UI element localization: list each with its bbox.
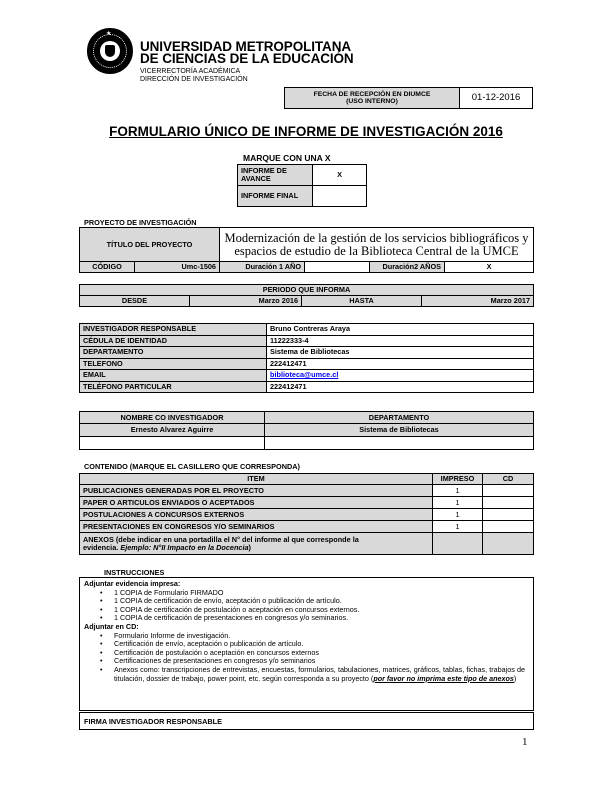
duracion2-value[interactable]: X: [445, 262, 534, 273]
anexos-label: ANEXOS (debe indicar en una portadilla el N° del informe al que corresponde la evidencia. Ejemplo: N°II Impacto en la Docencia): [80, 533, 433, 555]
coinvestigador-dept-header: DEPARTAMENTO: [265, 412, 534, 424]
investigador-field-label: EMAIL: [80, 370, 267, 382]
instruction-item: • 1 COPIA de certificación de presentaciones en congresos y/o seminarios.: [114, 614, 529, 623]
vicerrectoria-label: VICERRECTORÍA ACADÉMICA: [140, 68, 241, 75]
contenido-cd[interactable]: [483, 497, 534, 509]
codigo-value[interactable]: Umc-1506: [135, 262, 220, 273]
contenido-cd[interactable]: [483, 485, 534, 497]
periodo-heading: PERIODO QUE INFORMA: [80, 285, 534, 296]
contenido-table: [79, 473, 534, 555]
hasta-value[interactable]: Marzo 2017: [422, 296, 534, 307]
direccion-label: DIRECCIÓN DE INVESTIGACIÓN: [140, 76, 248, 83]
titulo-value[interactable]: Modernización de la gestión de los servicios bibliográficos y espacios de estudio de la Biblioteca Central de la UMCE: [220, 228, 534, 262]
duracion1-label: Duración 1 AÑO: [220, 262, 305, 273]
investigador-field-label: DEPARTAMENTO: [80, 347, 267, 359]
contenido-item: PAPER O ARTICULOS ENVIADOS O ACEPTADOS: [80, 497, 433, 509]
investigador-row: [80, 347, 534, 359]
duracion1-value[interactable]: [305, 262, 370, 273]
marque-heading: MARQUE CON UNA X: [243, 153, 331, 163]
item-header: ITEM: [80, 474, 433, 485]
form-title: FORMULARIO ÚNICO DE INFORME DE INVESTIGACIÓN 2016: [109, 124, 503, 139]
instruction-item: • Certificación de postulación o aceptación en concursos externos: [114, 649, 529, 658]
instruction-item: • Certificación de envío, aceptación o publicación de artículo.: [114, 640, 529, 649]
coinvestigador-name[interactable]: Ernesto Alvarez Aguirre: [80, 424, 265, 437]
contenido-row: [80, 485, 534, 497]
impreso-header: IMPRESO: [433, 474, 483, 485]
anexos-instruction: • Anexos como: transcripciones de entrevistas, encuestas, formularios, tabulaciones, matrices, gráficos, tablas, fichas, trabajos de titulación, dossier de trabajo, power point, etc. según corresponda a su proyecto (por favor no imprima este tipo de anexos): [114, 666, 529, 683]
instrucciones-heading: INSTRUCCIONES: [104, 568, 165, 577]
investigador-row: [80, 381, 534, 393]
informe-final-checkbox[interactable]: [313, 186, 367, 207]
desde-value[interactable]: Marzo 2016: [190, 296, 302, 307]
contenido-impreso[interactable]: 1: [433, 485, 483, 497]
informe-avance-checkbox[interactable]: X: [313, 165, 367, 186]
anexos-cd[interactable]: [483, 533, 534, 555]
informe-final-label: INFORME FINAL: [238, 186, 313, 207]
investigador-field-label: TELÉFONO PARTICULAR: [80, 381, 267, 393]
contenido-impreso[interactable]: 1: [433, 497, 483, 509]
investigador-field-value[interactable]: Bruno Contreras Araya: [267, 324, 534, 336]
contenido-cd[interactable]: [483, 521, 534, 533]
instruction-item: • 1 COPIA de certificación de envío, aceptación o publicación de artículo.: [114, 597, 529, 606]
investigador-row: [80, 324, 534, 336]
investigador-field-value[interactable]: 222412471: [267, 381, 534, 393]
hasta-label: HASTA: [302, 296, 422, 307]
contenido-row: [80, 521, 534, 533]
impresa-heading: Adjuntar evidencia impresa:: [84, 579, 181, 588]
coinvestigador-table: [79, 411, 534, 450]
instruction-item: • Certificaciones de presentaciones en congresos y/o seminarios: [114, 657, 529, 666]
coinvestigador-dept[interactable]: Sistema de Bibliotecas: [265, 424, 534, 437]
reception-table: [284, 87, 533, 109]
cd-list: [84, 632, 529, 666]
university-name-line1: UNIVERSIDAD METROPOLITANA: [140, 39, 352, 54]
contenido-row: [80, 509, 534, 521]
investigador-field-value[interactable]: 222412471: [267, 358, 534, 370]
coinvestigador-name-empty[interactable]: [80, 437, 265, 450]
investigador-row: [80, 358, 534, 370]
informe-avance-label: INFORME DE AVANCE: [238, 165, 313, 186]
investigador-field-label: CÉDULA DE IDENTIDAD: [80, 335, 267, 347]
impresa-list: [84, 589, 529, 623]
investigador-field-label: TELEFONO: [80, 358, 267, 370]
duracion2-label: Duración2 AÑOS: [370, 262, 445, 273]
instrucciones-box: [79, 577, 534, 711]
codigo-label: CÓDIGO: [80, 262, 135, 273]
email-link[interactable]: biblioteca@umce.cl: [270, 370, 339, 380]
page-number: 1: [522, 736, 528, 748]
report-type-table: [237, 164, 367, 207]
investigador-row: [80, 335, 534, 347]
contenido-section-heading: CONTENIDO (MARQUE EL CASILLERO QUE CORRESPONDA): [84, 462, 300, 471]
university-name-line2: DE CIENCIAS DE LA EDUCACIÓN: [140, 51, 354, 66]
periodo-table: [79, 284, 534, 307]
investigador-table: [79, 323, 534, 393]
firma-box[interactable]: FIRMA INVESTIGADOR RESPONSABLE: [79, 712, 534, 730]
contenido-row: [80, 497, 534, 509]
investigador-field-value[interactable]: Sistema de Bibliotecas: [267, 347, 534, 359]
investigador-row: [80, 370, 534, 382]
contenido-impreso[interactable]: 1: [433, 509, 483, 521]
reception-date[interactable]: 01-12-2016: [460, 88, 533, 109]
proyecto-section-heading: PROYECTO DE INVESTIGACIÓN: [84, 218, 197, 227]
contenido-item: PRESENTACIONES EN CONGRESOS Y/O SEMINARIOS: [80, 521, 433, 533]
proyecto-table: [79, 227, 534, 273]
instruction-item: • Formulario Informe de investigación.: [114, 632, 529, 641]
university-seal-logo: ★: [87, 28, 133, 74]
coinvestigador-name-header: NOMBRE CO INVESTIGADOR: [80, 412, 265, 424]
instruction-item: • 1 COPIA de Formulario FIRMADO: [114, 589, 529, 598]
contenido-item: PUBLICACIONES GENERADAS POR EL PROYECTO: [80, 485, 433, 497]
anexos-impreso[interactable]: [433, 533, 483, 555]
desde-label: DESDE: [80, 296, 190, 307]
cd-heading: Adjuntar en CD:: [84, 621, 139, 631]
contenido-impreso[interactable]: 1: [433, 521, 483, 533]
investigador-field-value[interactable]: [267, 370, 534, 382]
investigador-field-label: INVESTIGADOR RESPONSABLE: [80, 324, 267, 336]
coinvestigador-dept-empty[interactable]: [265, 437, 534, 450]
reception-label: FECHA DE RECEPCIÓN EN DIUMCE (USO INTERNO): [285, 88, 460, 109]
investigador-field-value[interactable]: 11222333-4: [267, 335, 534, 347]
contenido-item: POSTULACIONES A CONCURSOS EXTERNOS: [80, 509, 433, 521]
contenido-cd[interactable]: [483, 509, 534, 521]
titulo-label: TÍTULO DEL PROYECTO: [80, 228, 220, 262]
instruction-item: • 1 COPIA de certificación de postulación o aceptación en concursos externos.: [114, 606, 529, 615]
cd-header: CD: [483, 474, 534, 485]
